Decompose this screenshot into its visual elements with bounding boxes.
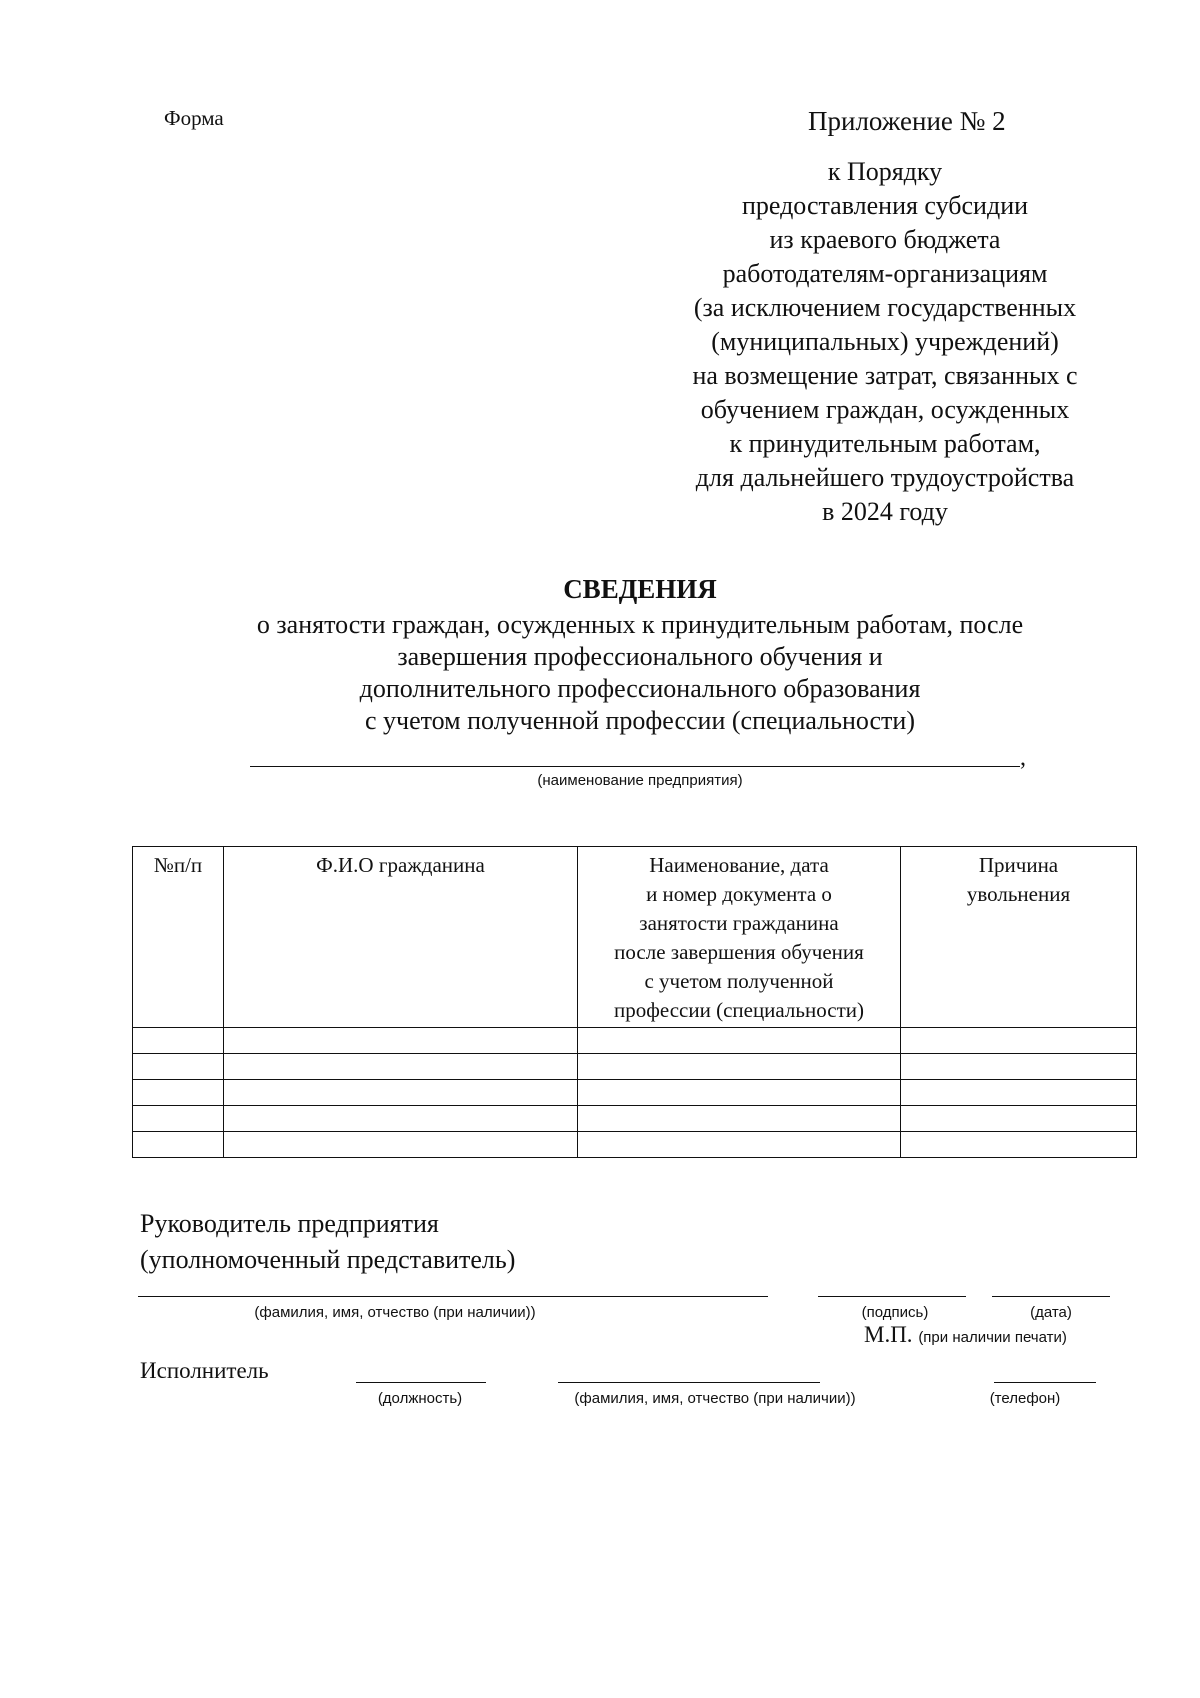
column-header-dismissal-reason [901, 847, 1137, 1028]
table-row [133, 1106, 1137, 1132]
cell-fio[interactable] [224, 1106, 578, 1132]
appendix-line: к принудительным работам, [729, 429, 1041, 458]
cell-document[interactable] [578, 1080, 901, 1106]
cell-fio[interactable] [224, 1054, 578, 1080]
head-fio-field[interactable] [138, 1296, 768, 1297]
seal-note [864, 1322, 1067, 1348]
subtitle-line: дополнительного профессионального образования [359, 674, 921, 703]
executor-fio-caption: (фамилия, имя, отчество (при наличии)) [574, 1390, 856, 1407]
company-name-field[interactable] [250, 766, 1020, 767]
table-row [133, 1132, 1137, 1158]
cell-fio[interactable] [224, 1028, 578, 1054]
header-line: профессии (специальности) [614, 998, 864, 1022]
column-header-fio [224, 847, 578, 1028]
table-header-row [133, 847, 1137, 1028]
employment-table [132, 846, 1137, 1158]
column-header-document [578, 847, 901, 1028]
cell-document[interactable] [578, 1132, 901, 1158]
cell-number[interactable] [133, 1028, 224, 1054]
date-caption: (дата) [1030, 1304, 1072, 1321]
header-line: Ф.И.О гражданина [316, 853, 485, 877]
cell-number[interactable] [133, 1106, 224, 1132]
executor-label: Исполнитель [140, 1358, 269, 1383]
company-name-caption: (наименование предприятия) [537, 772, 743, 789]
executor-position-field[interactable] [356, 1382, 486, 1383]
cell-document[interactable] [578, 1106, 901, 1132]
header-line: занятости гражданина [639, 911, 839, 935]
cell-document[interactable] [578, 1054, 901, 1080]
head-title-line: Руководитель предприятия [140, 1209, 439, 1238]
cell-dismissal-reason[interactable] [901, 1028, 1137, 1054]
executor-position-caption: (должность) [377, 1390, 463, 1407]
head-title-line: (уполномоченный представитель) [140, 1245, 516, 1274]
document-subtitle [170, 609, 1110, 737]
cell-number[interactable] [133, 1080, 224, 1106]
appendix-line: в 2024 году [822, 497, 948, 526]
cell-document[interactable] [578, 1028, 901, 1054]
cell-number[interactable] [133, 1132, 224, 1158]
table-body [133, 1028, 1137, 1158]
head-signature-field[interactable] [818, 1296, 966, 1297]
appendix-line: для дальнейшего трудоустройства [695, 463, 1075, 492]
cell-dismissal-reason[interactable] [901, 1132, 1137, 1158]
header-line: после завершения обучения [614, 940, 864, 964]
head-fio-caption: (фамилия, имя, отчество (при наличии)) [254, 1304, 536, 1321]
table-row [133, 1080, 1137, 1106]
cell-dismissal-reason[interactable] [901, 1054, 1137, 1080]
cell-dismissal-reason[interactable] [901, 1106, 1137, 1132]
appendix-line: (муниципальных) учреждений) [711, 327, 1059, 356]
appendix-line: из краевого бюджета [769, 225, 1001, 254]
header-line: №п/п [153, 853, 203, 877]
appendix-title: Приложение № 2 [808, 106, 1006, 136]
appendix-line: (за исключением государственных [693, 293, 1077, 322]
company-comma: , [1020, 745, 1026, 771]
seal-caption: (при наличии печати) [918, 1329, 1067, 1346]
header-line: Наименование, дата [649, 853, 829, 877]
cell-fio[interactable] [224, 1080, 578, 1106]
executor-fio-field[interactable] [558, 1382, 820, 1383]
signature-caption: (подпись) [861, 1304, 929, 1321]
document-title: СВЕДЕНИЯ [563, 574, 717, 604]
appendix-basis-text [660, 155, 1110, 529]
appendix-line: предоставления субсидии [741, 191, 1029, 220]
cell-dismissal-reason[interactable] [901, 1080, 1137, 1106]
table-row [133, 1054, 1137, 1080]
header-line: с учетом полученной [644, 969, 834, 993]
header-line: Причина [978, 853, 1059, 877]
header-line: и номер документа о [646, 882, 832, 906]
appendix-line: работодателям-организациям [722, 259, 1048, 288]
appendix-line: обучением граждан, осужденных [700, 395, 1070, 424]
subtitle-line: о занятости граждан, осужденных к принудительным работам, после [256, 610, 1024, 639]
subtitle-line: завершения профессионального обучения и [397, 642, 883, 671]
seal-mark: М.П. [864, 1322, 913, 1347]
head-signature-title [140, 1206, 515, 1278]
appendix-line: к Порядку [827, 157, 943, 186]
cell-fio[interactable] [224, 1132, 578, 1158]
header-line: увольнения [966, 882, 1071, 906]
executor-phone-caption: (телефон) [989, 1390, 1061, 1407]
column-header-number [133, 847, 224, 1028]
form-label: Форма [164, 106, 224, 130]
executor-phone-field[interactable] [994, 1382, 1096, 1383]
subtitle-line: с учетом полученной профессии (специальности) [364, 706, 915, 735]
appendix-line: на возмещение затрат, связанных с [692, 361, 1078, 390]
cell-number[interactable] [133, 1054, 224, 1080]
head-date-field[interactable] [992, 1296, 1110, 1297]
table-row [133, 1028, 1137, 1054]
